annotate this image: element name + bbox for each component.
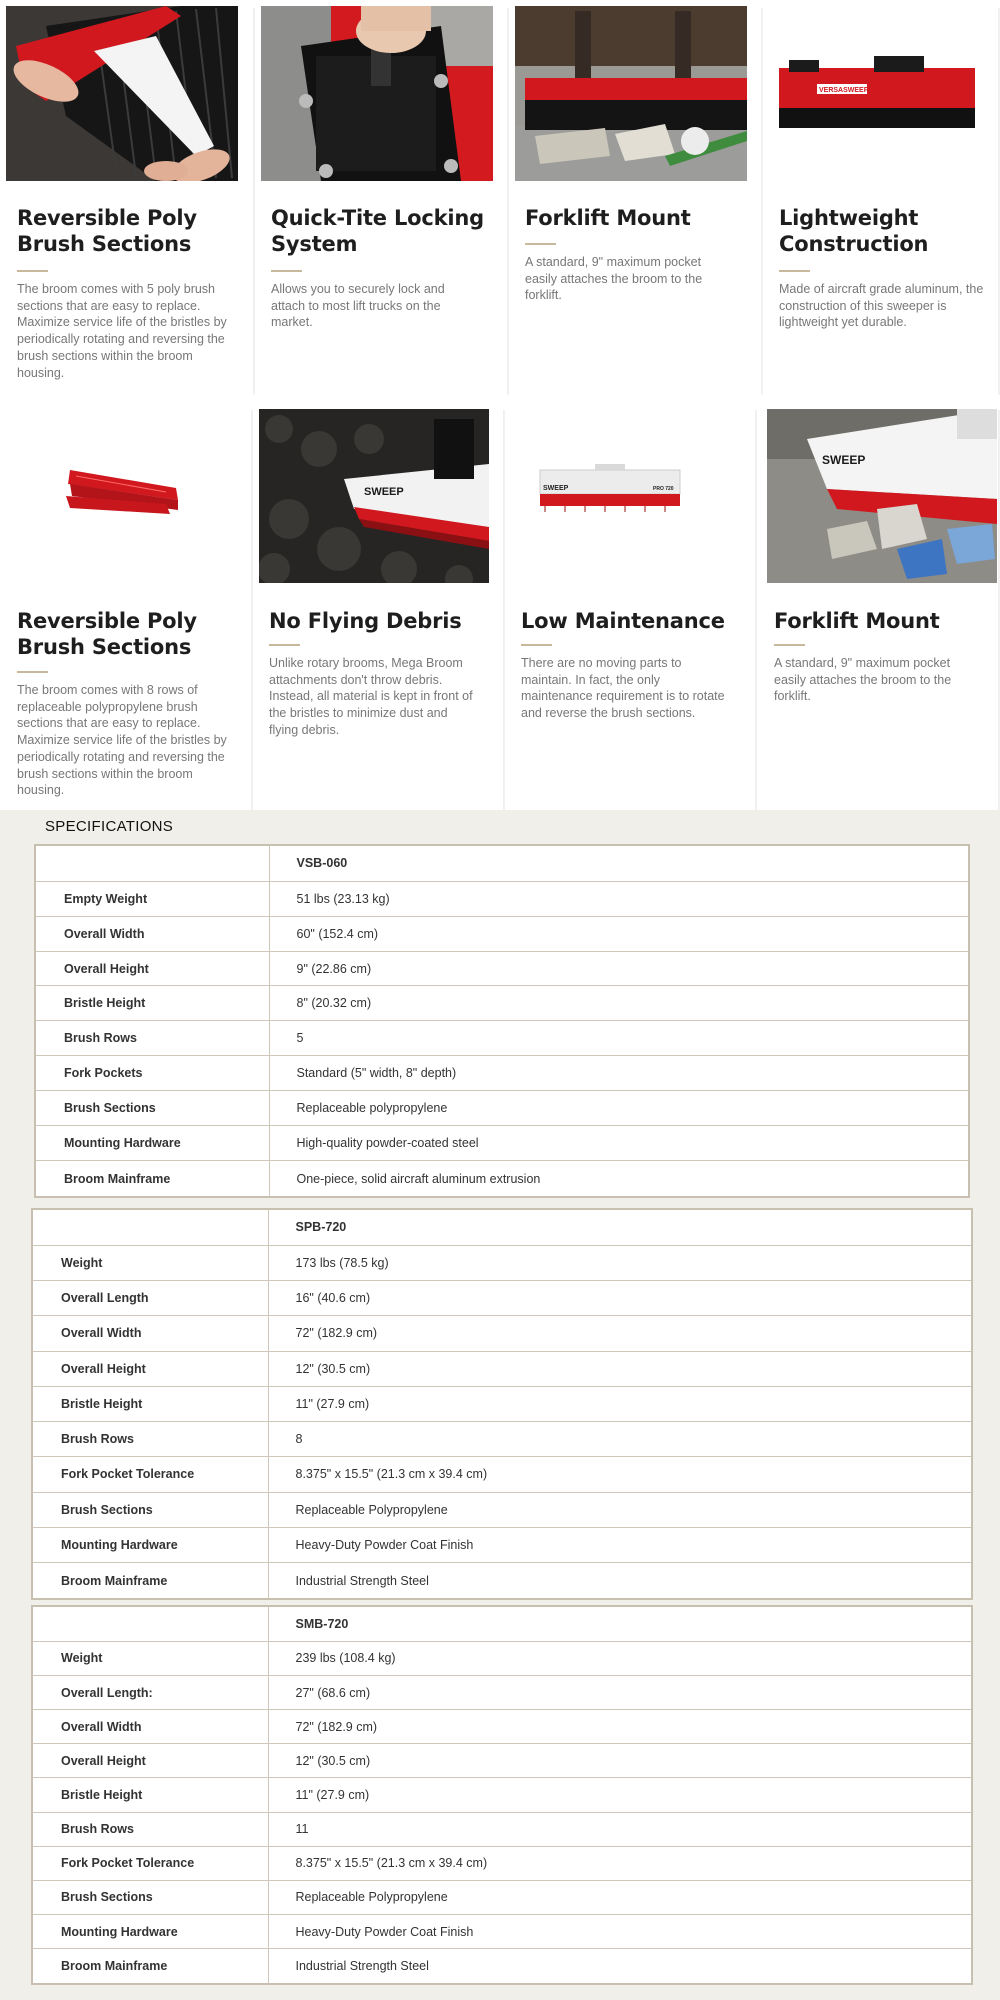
feature-description: Unlike rotary brooms, Mega Broom attachments don't throw debris. Instead, all material is kept in front of the bristles to minimize dust and flying debris. bbox=[269, 656, 473, 737]
spec-row bbox=[32, 1281, 972, 1316]
sweeper-product-photo bbox=[779, 56, 975, 132]
spec-value: 8" (20.32 cm) bbox=[269, 986, 969, 1021]
title-rule bbox=[269, 644, 300, 646]
spec-row bbox=[32, 1351, 972, 1386]
spec-row bbox=[32, 1812, 972, 1846]
forklift-broom-photo-drawing bbox=[515, 6, 747, 181]
pro-broom-product-photo bbox=[535, 464, 685, 514]
spec-row bbox=[32, 1744, 972, 1778]
feature-description: Made of aircraft grade aluminum, the construction of this sweeper is lightweight yet durable. bbox=[779, 282, 984, 330]
features-row-2 bbox=[0, 402, 1000, 810]
spec-label: Overall Length bbox=[32, 1281, 268, 1316]
feature-title: Reversible Poly Brush Sections bbox=[17, 206, 197, 256]
spec-label: Overall Length: bbox=[32, 1675, 268, 1709]
spec-row bbox=[32, 1949, 972, 1984]
spec-header-empty-cell bbox=[32, 1606, 268, 1641]
spec-model-name: VSB-060 bbox=[269, 845, 969, 881]
spec-value: 9" (22.86 cm) bbox=[269, 951, 969, 986]
spec-label: Overall Width bbox=[35, 916, 269, 951]
spec-row bbox=[32, 1386, 972, 1421]
spec-row bbox=[32, 1492, 972, 1527]
spec-row bbox=[32, 1710, 972, 1744]
red-brush-strips-photo bbox=[66, 470, 181, 514]
spec-row bbox=[32, 1675, 972, 1709]
spec-value: Replaceable polypropylene bbox=[269, 1091, 969, 1126]
pro-broom-drawing bbox=[535, 464, 685, 514]
feature-title: Reversible Poly Brush Sections bbox=[17, 609, 197, 659]
spec-value: Industrial Strength Steel bbox=[295, 1959, 429, 1974]
spec-value: 8.375" x 15.5" (21.3 cm x 39.4 cm) bbox=[268, 1457, 972, 1492]
spec-row bbox=[35, 986, 969, 1021]
title-rule bbox=[521, 644, 552, 646]
broom-mulch-photo bbox=[259, 409, 489, 583]
spec-label: Brush Sections bbox=[35, 1091, 269, 1126]
spec-value: 173 lbs (78.5 kg) bbox=[268, 1245, 972, 1280]
feature-title: Quick-Tite Locking System bbox=[271, 206, 484, 256]
feature-card bbox=[505, 402, 757, 810]
spec-label: Bristle Height bbox=[35, 986, 269, 1021]
feature-title: Lightweight Construction bbox=[779, 206, 929, 256]
spec-value: 8.375" x 15.5" (21.3 cm x 39.4 cm) bbox=[268, 1846, 972, 1880]
title-rule bbox=[17, 270, 48, 272]
spec-value: 12" (30.5 cm) bbox=[268, 1351, 972, 1386]
title-rule bbox=[774, 644, 805, 646]
spec-label: Mounting Hardware bbox=[35, 1126, 269, 1161]
spec-header-row bbox=[35, 845, 969, 881]
spec-value: 12" (30.5 cm) bbox=[268, 1744, 972, 1778]
spec-table-smb-720 bbox=[31, 1605, 973, 1985]
specifications-section bbox=[0, 810, 1000, 2000]
spec-row bbox=[35, 1091, 969, 1126]
title-rule bbox=[17, 671, 48, 673]
spec-label: Overall Height bbox=[32, 1351, 268, 1386]
spec-label: Brush Sections bbox=[32, 1492, 268, 1527]
spec-value: 11" (27.9 cm) bbox=[268, 1386, 972, 1421]
sweep-logo: SWEEP bbox=[364, 486, 404, 498]
spec-label: Bristle Height bbox=[32, 1386, 268, 1421]
spec-label: Overall Width bbox=[32, 1710, 268, 1744]
broom-debris-drawing bbox=[767, 409, 997, 583]
spec-row bbox=[32, 1880, 972, 1914]
spec-row bbox=[32, 1245, 972, 1280]
spec-value: 51 lbs (23.13 kg) bbox=[269, 881, 969, 916]
spec-value: Industrial Strength Steel bbox=[295, 1573, 429, 1588]
feature-title: Low Maintenance bbox=[521, 609, 725, 633]
feature-card bbox=[763, 0, 1000, 395]
feature-title: No Flying Debris bbox=[269, 609, 462, 633]
spec-value: 60" (152.4 cm) bbox=[269, 916, 969, 951]
spec-value: Heavy-Duty Powder Coat Finish bbox=[268, 1527, 972, 1562]
spec-row bbox=[35, 916, 969, 951]
spec-label: Fork Pocket Tolerance bbox=[32, 1457, 268, 1492]
broom-debris-photo bbox=[767, 409, 997, 583]
spec-label: Brush Rows bbox=[32, 1422, 268, 1457]
red-brush-strips-drawing bbox=[66, 470, 181, 514]
spec-model-name: SPB-720 bbox=[268, 1209, 972, 1245]
spec-label: Broom Mainframe bbox=[32, 1563, 268, 1599]
spec-value: One-piece, solid aircraft aluminum extrusion bbox=[296, 1171, 541, 1186]
spec-label: Fork Pocket Tolerance bbox=[32, 1846, 268, 1880]
feature-card bbox=[253, 402, 505, 810]
spec-value: 239 lbs (108.4 kg) bbox=[268, 1641, 972, 1675]
spec-model-name: SMB-720 bbox=[268, 1606, 972, 1641]
spec-label: Brush Rows bbox=[32, 1812, 268, 1846]
spec-header-empty-cell bbox=[35, 845, 269, 881]
spec-value: 5 bbox=[269, 1021, 969, 1056]
spec-table-spb-720 bbox=[31, 1208, 973, 1600]
feature-title: Forklift Mount bbox=[525, 206, 691, 230]
feature-card bbox=[0, 0, 255, 395]
spec-value: Heavy-Duty Powder Coat Finish bbox=[268, 1915, 972, 1949]
spec-row bbox=[35, 1126, 969, 1161]
spec-value: Replaceable Polypropylene bbox=[268, 1880, 972, 1914]
sweep-logo: SWEEP bbox=[543, 485, 569, 492]
spec-label: Brush Sections bbox=[32, 1880, 268, 1914]
spec-label: Fork Pockets bbox=[35, 1056, 269, 1091]
spec-value: Replaceable Polypropylene bbox=[268, 1492, 972, 1527]
spec-label: Weight bbox=[32, 1245, 268, 1280]
specifications-heading: SPECIFICATIONS bbox=[45, 818, 174, 835]
spec-row bbox=[35, 951, 969, 986]
brush-section-photo bbox=[6, 6, 238, 181]
feature-description: Allows you to securely lock and attach to most lift trucks on the market. bbox=[271, 282, 445, 330]
spec-value: 72" (182.9 cm) bbox=[268, 1316, 972, 1351]
feature-description: A standard, 9" maximum pocket easily attaches the broom to the forklift. bbox=[525, 255, 703, 303]
spec-row bbox=[32, 1915, 972, 1949]
spec-row bbox=[32, 1316, 972, 1351]
spec-value: 11" (27.9 cm) bbox=[268, 1778, 972, 1812]
feature-description: A standard, 9" maximum pocket easily attaches the broom to the forklift. bbox=[774, 656, 952, 704]
broom-mulch-drawing bbox=[259, 409, 489, 583]
spec-label: Overall Height bbox=[35, 951, 269, 986]
spec-row bbox=[35, 1161, 969, 1197]
title-rule bbox=[525, 243, 556, 245]
sweep-logo: SWEEP bbox=[822, 453, 866, 467]
spec-label: Overall Height bbox=[32, 1744, 268, 1778]
feature-card bbox=[757, 402, 1000, 810]
forklift-broom-photo bbox=[515, 6, 747, 181]
spec-row bbox=[32, 1563, 972, 1599]
spec-header-row bbox=[32, 1209, 972, 1245]
spec-label: Empty Weight bbox=[35, 881, 269, 916]
model-label: PRO 720 bbox=[653, 486, 674, 492]
feature-description: The broom comes with 8 rows of replaceable polypropylene brush sections that are easy to replace. Maximize service life of the bristles by periodically rotating and reversing the brush sections within the broom housing. bbox=[17, 683, 227, 798]
spec-label: Overall Width bbox=[32, 1316, 268, 1351]
versasweep-logo: VERSASWEEP bbox=[819, 87, 869, 94]
spec-value: High-quality powder-coated steel bbox=[269, 1126, 969, 1161]
spec-label: Broom Mainframe bbox=[35, 1161, 269, 1197]
brush-section-photo-drawing bbox=[6, 6, 238, 181]
spec-value: 72" (182.9 cm) bbox=[268, 1710, 972, 1744]
spec-header-row bbox=[32, 1606, 972, 1641]
spec-label: Brush Rows bbox=[35, 1021, 269, 1056]
spec-row bbox=[32, 1457, 972, 1492]
spec-row bbox=[35, 1021, 969, 1056]
spec-value: 11 bbox=[268, 1812, 972, 1846]
spec-row bbox=[35, 1056, 969, 1091]
feature-description: The broom comes with 5 poly brush sections that are easy to replace. Maximize service life of the bristles by periodically rotating and reversing the brush sections within the broom housing. bbox=[17, 282, 227, 380]
spec-header-empty-cell bbox=[32, 1209, 268, 1245]
feature-card bbox=[509, 0, 763, 395]
title-rule bbox=[779, 270, 810, 272]
spec-label: Broom Mainframe bbox=[32, 1949, 268, 1984]
feature-title: Forklift Mount bbox=[774, 609, 940, 633]
locking-system-photo bbox=[261, 6, 493, 181]
spec-row bbox=[32, 1846, 972, 1880]
feature-description: There are no moving parts to maintain. In fact, the only maintenance requirement is to rotate and reverse the brush sections. bbox=[521, 656, 725, 721]
spec-row bbox=[32, 1422, 972, 1457]
spec-value: Standard (5" width, 8" depth) bbox=[269, 1056, 969, 1091]
spec-row bbox=[32, 1778, 972, 1812]
spec-row bbox=[32, 1641, 972, 1675]
features-row-1 bbox=[0, 0, 1000, 395]
spec-value: 16" (40.6 cm) bbox=[268, 1281, 972, 1316]
spec-label: Weight bbox=[32, 1641, 268, 1675]
spec-row bbox=[35, 881, 969, 916]
feature-card bbox=[255, 0, 509, 395]
spec-table-vsb-060 bbox=[34, 844, 970, 1198]
spec-row bbox=[32, 1527, 972, 1562]
spec-label: Mounting Hardware bbox=[32, 1915, 268, 1949]
locking-system-photo-drawing bbox=[261, 6, 493, 181]
title-rule bbox=[271, 270, 302, 272]
spec-label: Bristle Height bbox=[32, 1778, 268, 1812]
spec-value: 8 bbox=[268, 1422, 972, 1457]
spec-label: Mounting Hardware bbox=[32, 1527, 268, 1562]
feature-card bbox=[0, 402, 253, 810]
spec-value: 27" (68.6 cm) bbox=[268, 1675, 972, 1709]
sweeper-product-photo-drawing bbox=[779, 56, 975, 132]
